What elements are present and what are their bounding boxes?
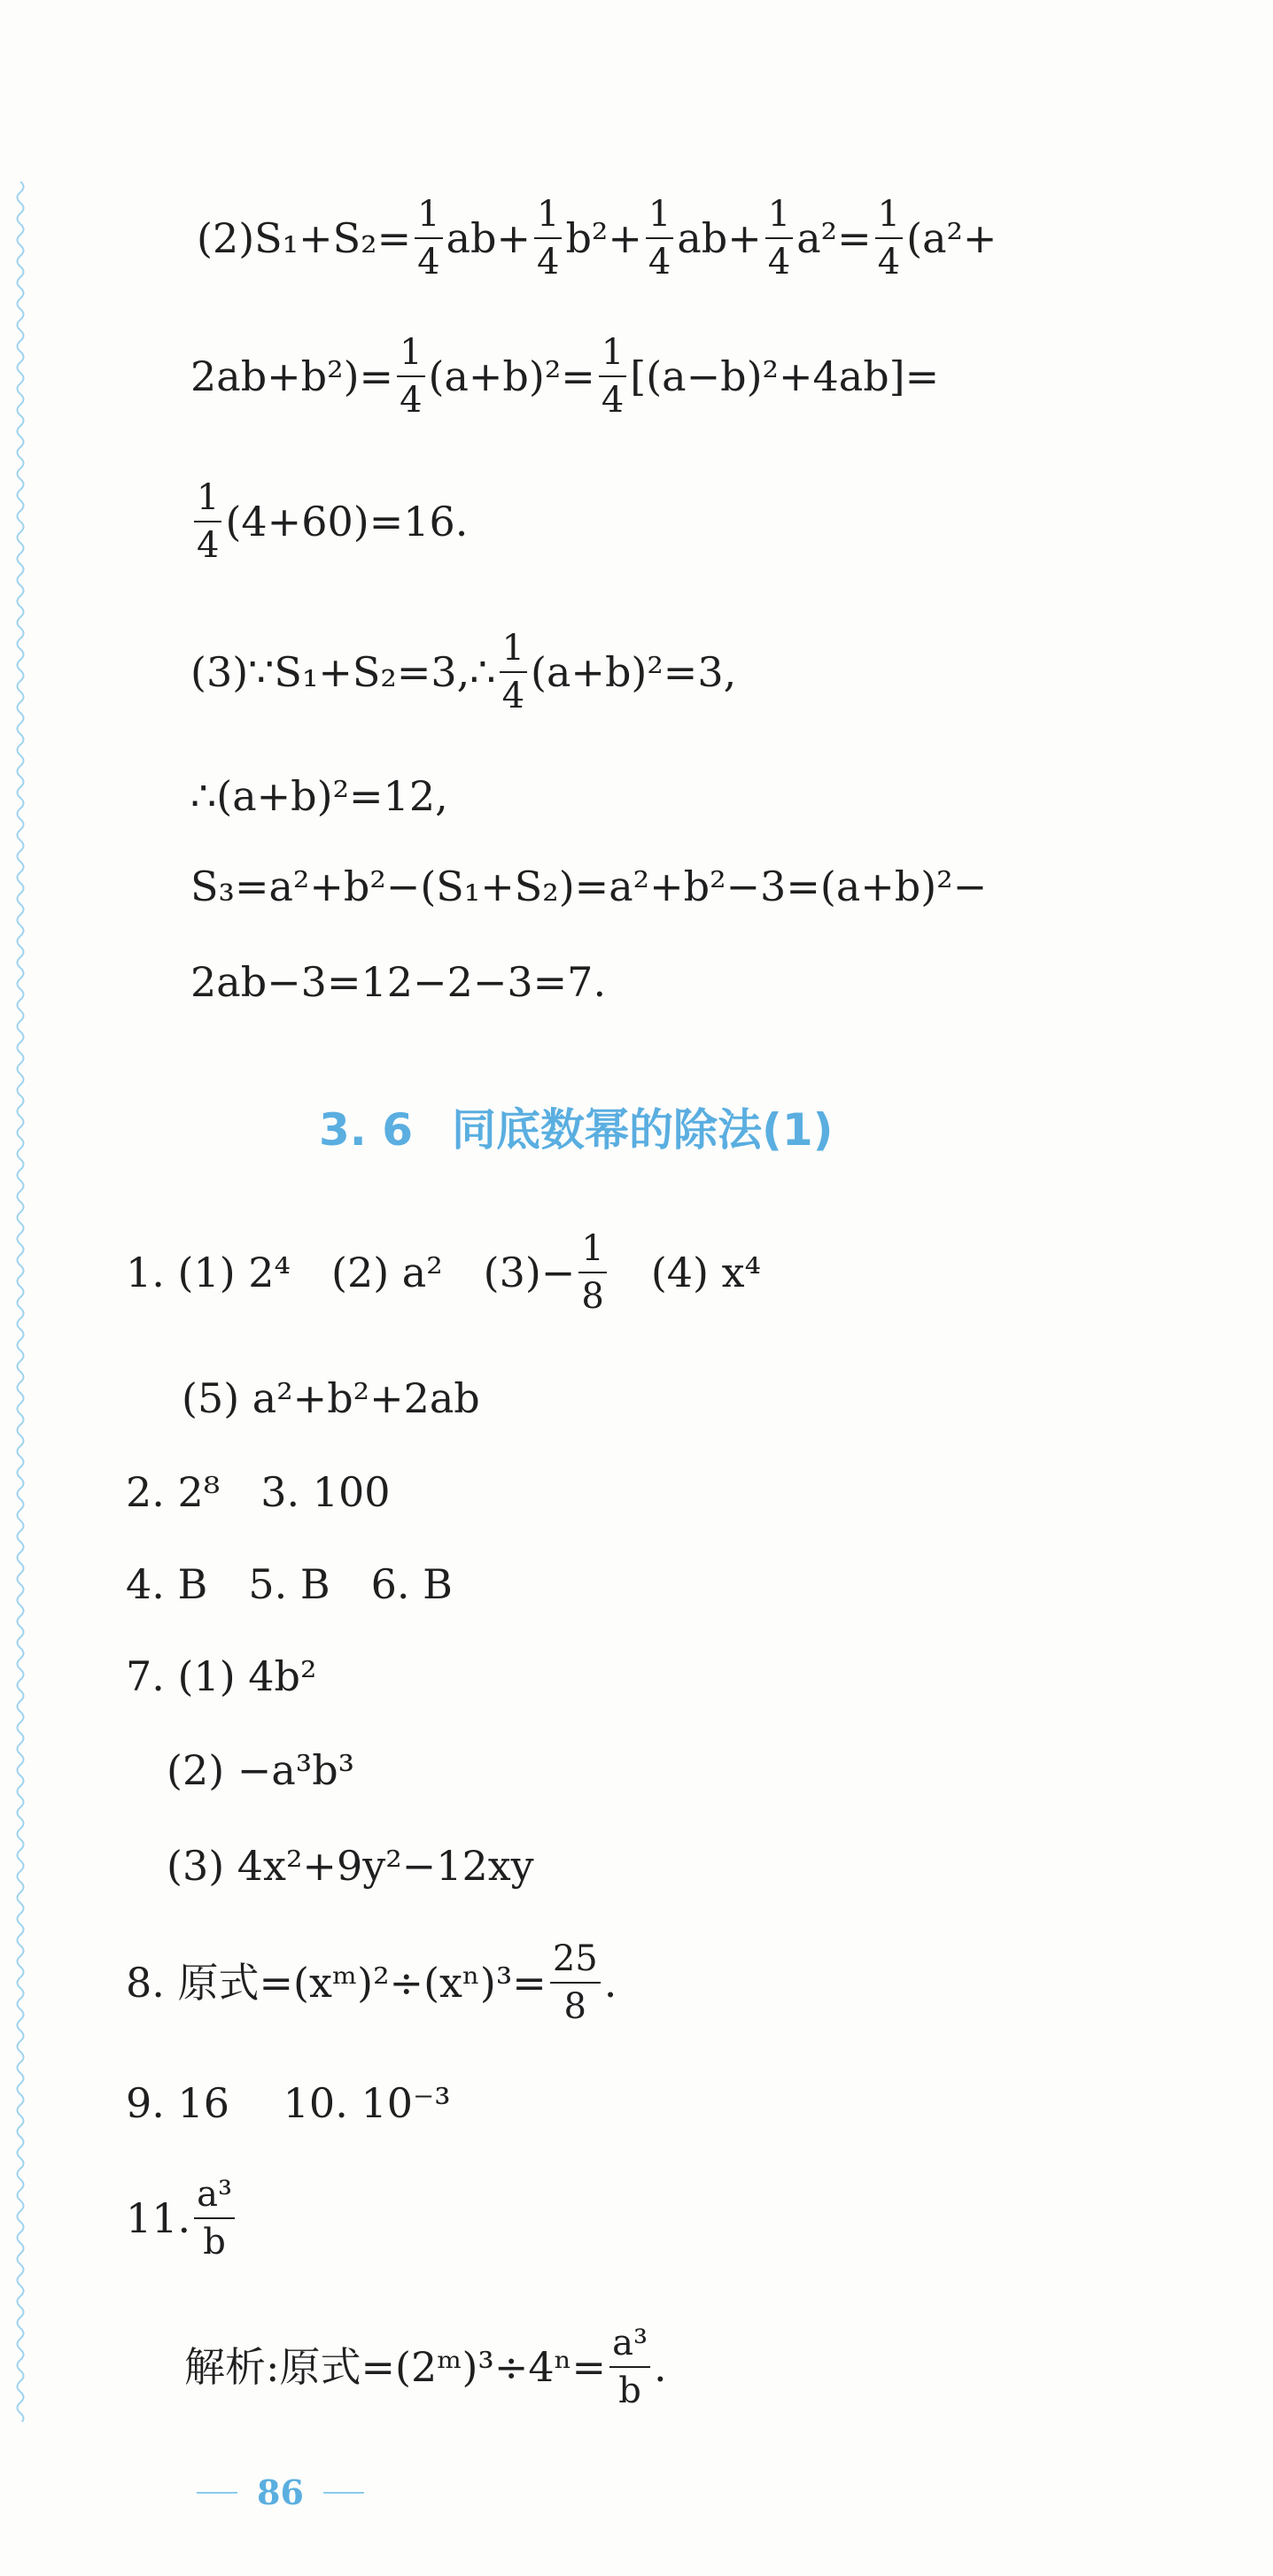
section-title: 同底数幂的除法(1): [451, 1104, 834, 1156]
wavy-margin-line: [12, 182, 28, 2422]
equation-text: (a+b)²=: [428, 352, 595, 400]
equation-text: (3)∵S₁+S₂=3,∴: [190, 648, 496, 696]
answer-8: [126, 1938, 617, 2027]
fraction-a-cubed-over-b: $\frac{\text{a³}}{b}$: [609, 2325, 650, 2409]
answer-text: (5) a²+b²+2ab: [182, 1374, 480, 1422]
equation-text: (4+60)=16.: [225, 498, 469, 545]
equation-text: (2)S₁+S₂=: [197, 214, 412, 262]
answer-1-part-5: [182, 1374, 480, 1422]
fraction-25-over-8: $\frac{25}{8}$: [550, 1941, 601, 2024]
fraction-one-eighth: $\frac{1}{8}$: [578, 1231, 606, 1314]
answer-1: [126, 1228, 761, 1317]
answer-text: 2. 2⁸ 3. 100: [126, 1468, 391, 1516]
fraction-a-cubed-over-b: $\frac{\text{a³}}{b}$: [194, 2177, 235, 2260]
equation-text: 2ab+b²)=: [190, 352, 394, 400]
answer-11: [126, 2174, 238, 2263]
answer-text: 8. 原式=(xᵐ)²÷(xⁿ)³=: [126, 1959, 547, 2007]
fraction-one-quarter: $\frac{1}{4}$: [875, 197, 903, 280]
prev-line-7: [190, 958, 607, 1006]
answer-text: 1. (1) 2⁴ (2) a² (3)−: [126, 1249, 576, 1296]
answer-7-part-1: [126, 1652, 317, 1700]
answer-2-3: [126, 1468, 391, 1516]
answer-text: (3) 4x²+9y²−12xy: [167, 1842, 534, 1890]
answer-text: 11.: [126, 2194, 191, 2242]
fraction-one-quarter: $\frac{1}{4}$: [599, 335, 626, 418]
answer-4-5-6: [126, 1560, 453, 1608]
answer-7-part-2: [167, 1746, 355, 1794]
prev-line-5: [190, 772, 448, 820]
fraction-one-quarter: $\frac{1}{4}$: [646, 197, 673, 280]
prev-line-1: [197, 194, 997, 282]
equation-text: ab+: [677, 214, 762, 262]
footer-dash-left: [197, 2492, 237, 2494]
footer-dash-right: [323, 2492, 364, 2494]
prev-line-6: [190, 863, 988, 910]
prev-line-2: [190, 332, 940, 421]
answer-text: 7. (1) 4b²: [126, 1652, 317, 1700]
answer-text: .: [603, 1959, 617, 2007]
answer-9-10: [126, 2079, 451, 2127]
equation-text: S₃=a²+b²−(S₁+S₂)=a²+b²−3=(a+b)²−: [190, 863, 988, 910]
answer-text: .: [654, 2343, 667, 2391]
equation-text: a²=: [796, 214, 872, 262]
answer-text: (4) x⁴: [609, 1249, 761, 1296]
equation-text: ∴(a+b)²=12,: [190, 772, 448, 820]
equation-text: (a²+: [906, 214, 997, 262]
equation-text: 2ab−3=12−2−3=7.: [190, 958, 607, 1006]
equation-text: b²+: [565, 214, 642, 262]
fraction-one-quarter: $\frac{1}{4}$: [397, 335, 424, 418]
fraction-one-quarter: $\frac{1}{4}$: [194, 480, 221, 563]
page-footer: [177, 2472, 384, 2512]
answer-text: 解析:原式=(2ᵐ)³÷4ⁿ=: [184, 2343, 607, 2391]
prev-line-3: [190, 477, 469, 566]
equation-text: ab+: [446, 214, 532, 262]
answer-11-explanation: [184, 2325, 667, 2409]
equation-text: (a+b)²=3,: [531, 648, 737, 696]
section-number: 3. 6: [319, 1104, 413, 1156]
equation-text: [(a−b)²+4ab]=: [630, 352, 940, 400]
prev-line-4: [190, 630, 736, 714]
fraction-one-quarter: $\frac{1}{4}$: [415, 197, 442, 280]
fraction-one-quarter: $\frac{1}{4}$: [534, 197, 562, 280]
answer-text: (2) −a³b³: [167, 1746, 355, 1794]
section-heading: [319, 1095, 833, 1158]
fraction-one-quarter: $\frac{1}{4}$: [765, 197, 793, 280]
page-number: 86: [257, 2472, 304, 2512]
fraction-one-quarter: $\frac{1}{4}$: [500, 630, 527, 714]
answer-7-part-3: [167, 1842, 534, 1890]
answer-text: 9. 16 10. 10⁻³: [126, 2079, 451, 2127]
answer-text: 4. B 5. B 6. B: [126, 1560, 453, 1608]
